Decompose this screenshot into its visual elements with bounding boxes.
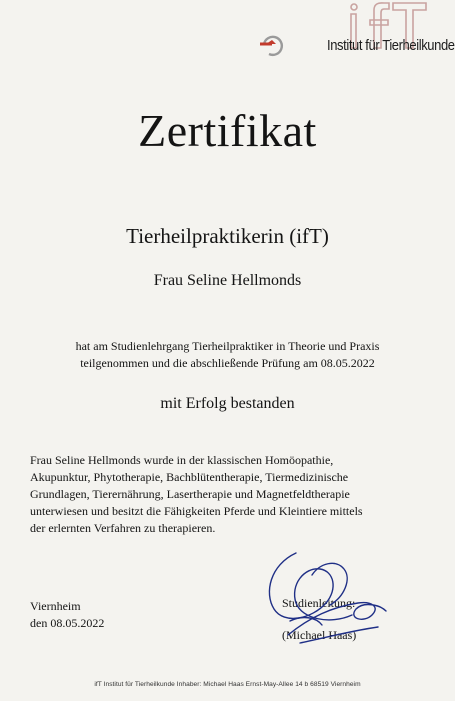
signatory-name: (Michael Haas) <box>282 628 357 642</box>
signature-label: Studienleitung: <box>282 596 356 610</box>
details-line: unterwiesen und besitzt die Fähigkeiten Pferde und Kleintiere mittels <box>30 504 363 518</box>
course-title: Tierheilpraktikerin (ifT) <box>126 224 329 248</box>
date-line: den 08.05.2022 <box>30 616 105 630</box>
participation-line: teilgenommen und die abschließende Prüfung am 08.05.2022 <box>80 356 375 370</box>
footer-address: ifT Institut für Tierheilkunde Inhaber: Michael Haas Ernst-May-Allee 14 b 68519 Viernheim <box>94 681 361 688</box>
handwritten-signature-icon <box>260 545 420 655</box>
place-date <box>30 598 104 632</box>
signature-block <box>260 545 420 655</box>
certificate-title: Zertifikat <box>138 105 317 156</box>
logo-text: Institut für Tierheilkunde <box>327 36 455 54</box>
place: Viernheim <box>30 599 81 613</box>
result-text: mit Erfolg bestanden <box>160 395 295 412</box>
details-line: Akupunktur, Phytotherapie, Bachblütentherapie, Tiermedizinische <box>30 470 349 484</box>
recipient-name: Frau Seline Hellmonds <box>153 272 302 289</box>
details-paragraph <box>30 452 445 537</box>
details-line: der erlernten Verfahren zu therapieren. <box>30 521 216 535</box>
participation-text <box>0 338 455 372</box>
details-line: Grundlagen, Tierernährung, Lasertherapie und Magnetfeldtherapie <box>30 487 350 501</box>
details-line: Frau Seline Hellmonds wurde in der klassischen Homöopathie, <box>30 453 334 467</box>
participation-line: hat am Studienlehrgang Tierheilpraktiker in Theorie und Praxis <box>75 339 380 353</box>
